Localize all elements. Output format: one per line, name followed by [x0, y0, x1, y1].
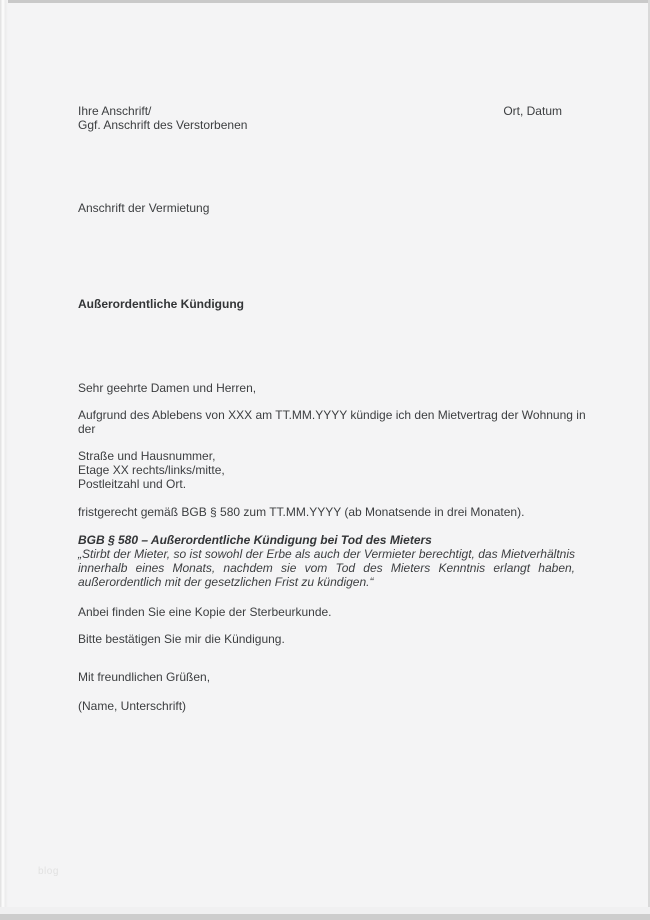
page-edge-bottom [0, 907, 650, 920]
date-placeholder: Ort, Datum [503, 104, 562, 118]
apartment-address-line-3: Postleitzahl und Ort. [78, 477, 187, 491]
sender-line-2: Ggf. Anschrift des Verstorbenen [78, 118, 248, 132]
apartment-address-line-2: Etage XX rechts/links/mitte, [78, 463, 225, 477]
subject-line [78, 297, 575, 311]
law-heading: BGB § 580 – Außerordentliche Kündigung bei Tod des Mieters [78, 533, 432, 547]
intro-paragraph-text: Aufgrund des Ablebens von XXX am TT.MM.YYYY kündige ich den Mietvertrag der Wohnung in der [78, 408, 586, 436]
salutation-line [78, 381, 575, 395]
intro-paragraph [78, 408, 590, 436]
watermark-text: blog [38, 866, 59, 877]
law-quote: „Stirbt der Mieter, so ist sowohl der Erbe als auch der Vermieter berechtigt, das Mietverhältnis innerhalb eines Monats, nachdem sie vom Tod des Mieters Kenntnis erlangt haben, außerordentlich mit der gesetzlichen Frist zu kündigen.“ [78, 547, 575, 589]
enclosure-note [78, 605, 575, 619]
recipient-address-block [78, 201, 575, 215]
date-block [0, 104, 562, 118]
sender-line-1: Ihre Anschrift/ [78, 104, 152, 118]
law-citation-block [78, 533, 575, 589]
apartment-address-block [78, 449, 575, 491]
closing-text: Mit freundlichen Grüßen, [78, 670, 211, 684]
confirmation-request [78, 632, 575, 646]
page-edge-left [0, 0, 8, 920]
signature-placeholder [78, 699, 575, 713]
subject-text: Außerordentliche Kündigung [78, 297, 244, 311]
apartment-address-line-1: Straße und Hausnummer, [78, 449, 216, 463]
recipient-line: Anschrift der Vermietung [78, 201, 210, 215]
signature-placeholder-text: (Name, Unterschrift) [78, 699, 187, 713]
deadline-paragraph [78, 505, 598, 519]
deadline-text: fristgerecht gemäß BGB § 580 zum TT.MM.YYYY (ab Monatsende in drei Monaten). [78, 505, 525, 519]
page-edge-top [0, 0, 650, 3]
enclosure-note-text: Anbei finden Sie eine Kopie der Sterbeurkunde. [78, 605, 332, 619]
closing-line [78, 670, 575, 684]
salutation-text: Sehr geehrte Damen und Herren, [78, 381, 257, 395]
confirmation-request-text: Bitte bestätigen Sie mir die Kündigung. [78, 632, 285, 646]
